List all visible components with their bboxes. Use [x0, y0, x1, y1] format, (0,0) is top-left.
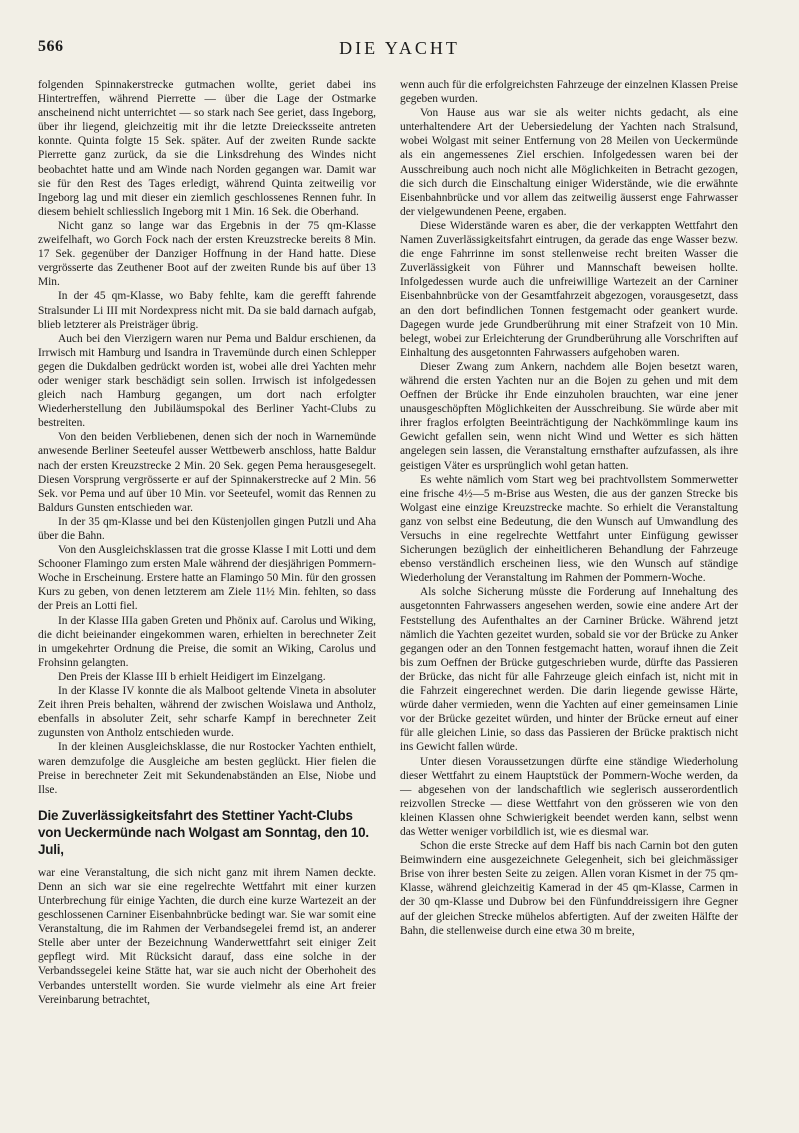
- paragraph: Auch bei den Vierzigern waren nur Pema und Baldur erschienen, da Irrwisch mit Hamburg und Isandra in Travemünde durch einen Schlepper gegen die Dukdalben gedrückt worden ist, wobei alle drei Yachten mehr oder weniger stark beschädigt sein sollen. Irrwisch ist infolgedessen gleich nach Hamburg gegangen, um dort nach erfolgter Wiederherstellung den Jubiläumspokal des Berliner Yacht-Clubs zu bestreiten.: [38, 332, 376, 430]
- paragraph: In der Klasse IIIa gaben Greten und Phönix auf. Carolus und Wiking, die dicht beieinander eingekommen waren, erhielten in berechneter Zeit in umgekehrter Ordnung die Preise, die somit an Wiking, Carolus und Frohsinn gelangten.: [38, 614, 376, 669]
- paragraph: Es wehte nämlich vom Start weg bei prachtvollstem Sommerwetter eine frische 4½—5 m-Brise aus Westen, die aus der ganzen Strecke bis Wolgast eine einzige Kreuzstrecke machte. So erhielt die Veranstaltung ganz von selbst eine Bedeutung, die den Wunsch auf Umwandlung des Versuchs in eine regelrechte Wettfahrt unter Einfügung gewisser Sicherungen bezüglich der einheitlicheren Behandlung der Fahrzeuge ebenso verständlich erscheinen liess, wie den Wunsch auf ständige Wiederholung der Veranstaltung im Rahmen der Pommern-Woche.: [400, 473, 738, 585]
- paragraph: In der Klasse IV konnte die als Malboot geltende Vineta in absoluter Zeit ihren Preis behalten, während der zwischen Woislawa und Antholz, ebenfalls in absoluter Zeit, sehr scharfe Kampf in berechneter Zeit zugunsten von Antholz entschieden wurde.: [38, 685, 376, 740]
- paragraph: Den Preis der Klasse III b erhielt Heidigert im Einzelgang.: [58, 670, 326, 683]
- paragraph: In der 45 qm-Klasse, wo Baby fehlte, kam die gerefft fahrende Stralsunder Li III mit Nordexpress nicht mit. Da sie bald darnach aufgab, blieb letzterer als Preisträger übrig.: [38, 290, 376, 331]
- paragraph: war eine Veranstaltung, die sich nicht ganz mit ihrem Namen deckte. Denn an sich war sie eine regelrechte Wettfahrt mit einer kurzen Unterbrechung für einige Yachten, die durch eine kurze Wartezeit an der geschlossenen Carniner Eisenbahnbrücke bedingt war. Sie war somit eine Veranstaltung, die im Rahmen der Verbandsegelei fremd ist, an anderer Stelle aber unter der Bezeichnung Wanderwettfahrt seit einiger Zeit gepflegt wird. Mit Rücksicht darauf, dass eine solche in der Verbandssegelei keine Stätte hat, war sie auch nicht der Oberhoheit des Verbandes unterstellt worden. Sie wurde vielmehr als eine Art freier Vereinbarung betrachtet,: [38, 866, 376, 1006]
- paragraph: Nicht ganz so lange war das Ergebnis in der 75 qm-Klasse zweifelhaft, wo Gorch Fock nach der ersten Kreuzstrecke bereits 8 Min. 17 Sek. gegenüber der Danziger Hoffnung in der Hand hatte. Diese vergrösserte das Zeuthener Boot auf der zweiten Runde bis auf über 13 Min.: [38, 219, 376, 289]
- paragraph: folgenden Spinnakerstrecke gutmachen wollte, geriet dabei ins Hintertreffen, während Pierrette — über die Lage der Ostmarke anscheinend nicht unterrichtet — so stark nach See geriet, dass Ingeborg, über ihr liegend, gleichzeitig mit ihr die letzte Dreiecksseite antreten konnte. Quinta folgte 15 Sek. später. Auf der zweiten Runde sackte Pierrette ganz zurück, da sie die Linksdrehung des Windes nicht beobachtet hatte und am Winde nach Norden gegangen war. Damit war sie für den Rest des Tages erledigt, während Quinta zeitweilig vor Ingeborg lag und mit dieser ein ziemlich geschlossenes Rennen fuhr. In diesem behielt schliesslich Ingeborg mit 1 Min. 16 Sek. die Oberhand.: [38, 79, 376, 218]
- paragraph: In der 35 qm-Klasse und bei den Küstenjollen gingen Putzli und Aha über die Bahn.: [38, 515, 376, 542]
- paragraph: Unter diesen Voraussetzungen dürfte eine ständige Wiederholung dieser Wettfahrt zu einem Hauptstück der Pommern-Woche werden, da — abgesehen von der landschaftlich wie seglerisch ausserordentlich reizvollen Strecke — diese Wettfahrt von den grösseren wie von den kleinen Klassen ohne Schwierigkeit beendet werden kann, selbst wenn das Wetter weniger vorbildlich ist, wie es diesmal war.: [400, 755, 738, 838]
- article-heading: Die Zuverlässigkeitsfahrt des Stettiner Yacht-Clubs von Ueckermünde nach Wolgast am Sonntag, den 10. Juli,: [38, 807, 369, 857]
- left-column: [38, 78, 376, 1007]
- paragraph: Schon die erste Strecke auf dem Haff bis nach Carnin bot den guten Beimwindern eine ausgezeichnete Gelegenheit, sich bei gleichmässiger Brise von ihrer besten Seite zu zeigen. Allen voran Kismet in der 75 qm-Klasse, während gleichzeitig Kamerad in der 45 qm-Klasse, Carmen in der 30 qm-Klasse und Dubrow bei den Fünfunddreissigern ihre Gegner auf der gleichen Strecke mühelos abfertigten. Auf der zweiten Hälfte der Bahn, die stellenweise durch eine etwa 30 m breite,: [400, 840, 738, 937]
- paragraph: Dieser Zwang zum Ankern, nachdem alle Bojen besetzt waren, während die ersten Yachten nur an die Bojen zu gehen und mit dem Oeffnen der Brücke ihr Ende einzuholen brauchten, war eine jener unausgeschöpften Möglichkeiten der Ausschreibung. Sie würde aber mit ihrer fraglos erfolgten Beeinträchtigung der Nachkömmlinge kaum ins Gewicht gefallen sein, wenn nicht Wind und Wetter es sich hätten angelegen sein lassen, die Veranstaltung ernsthafter aufzufassen, als ihre geistigen Väter es ursprünglich wohl getan hatten.: [400, 360, 738, 472]
- left-paragraphs-before: [38, 78, 376, 797]
- right-column: [400, 78, 738, 938]
- running-title: DIE YACHT: [339, 38, 460, 58]
- paragraph: Von den beiden Verbliebenen, denen sich der noch in Warnemünde anwesende Berliner Seeteufel ausser Wettbewerb anschloss, hatte Baldur nach der ersten Kreuzstrecke 2 Min. 20 Sek. gegen Pema herausgesegelt. Diesen Vorsprung vergrösserte er auf der Spinnakerstrecke auf 2 Min. 56 Sek. vor Pema und auf über 10 Min. vor Seeteufel, womit das Rennen zu Baldurs Gunsten entschieden war.: [38, 431, 376, 514]
- paragraph: In der kleinen Ausgleichsklasse, die nur Rostocker Yachten enthielt, waren demzufolge die Ausgleiche am besten geglückt. Hier fielen die Preise in berechneter Zeit mit Sekundenabständen an Else, Niobe und Ilse.: [38, 741, 376, 796]
- paragraph: Als solche Sicherung müsste die Forderung auf Innehaltung des ausgetonnten Fahrwassers angesehen werden, sowie eine andere Art der Feststellung des Aufenthaltes an der Carniner Brücke. Während jetzt nämlich die Yachten gezeitet wurden, sobald sie vor der Brücke zu Anker gegangen oder an den Tonnen festgemacht hatten, worauf ihnen die Zeit bis zum Oeffnen der Brücke gutgeschrieben wurde, dürfte das Passieren der Brücke, das nicht für alle Fahrzeuge gleich einfach ist, nicht mit in die Fahrzeit eingerechnet werden. Die darin liegende gewisse Härte, würde daher vermieden, wenn die Yachten auf einer gemeinsamen Linie vor der Brücke gezeitet würden, und hinter der Brücke erneut auf einer für alle gleichen Linie, so dass das Passieren der Brücke praktisch nicht ins Gewicht fallen würde.: [400, 586, 738, 754]
- paragraph: Diese Widerstände waren es aber, die der verkappten Wettfahrt den Namen Zuverlässigkeitsfahrt eintrugen, da gerade das enge Wasser bezw. die enge Fahrrinne im sonst stellenweise recht breiten Wasser die Zuverlässigkeit von Führer und Mannschaft beweisen hollte. Infolgedessen wurde auch die unfreiwillige Wartezeit an der Carniner Eisenbahnbrücke von der Gesamtfahrzeit abgezogen, vorausgesetzt, dass an den dort befindlichen Tonnen festgemacht oder geankert wurde. Dagegen wurde jede Grundberührung mit einer Strafzeit von 10 Min. belegt, wobei zur Erleichterung der Grundberührung alle Vorschriften auf Einhaltung des ausgetonnten Fahrwassers aufgehoben waren.: [400, 219, 738, 359]
- paragraph: Von den Ausgleichsklassen trat die grosse Klasse I mit Lotti und dem Schooner Flamingo zum ersten Male während der diesjährigen Pommern-Woche in Erscheinung. Erstere hatte an Flamingo 50 Min. für den grossen Kurs zu geben, von denen letzterem am Ziele 11½ Min. fehlten, so dass der Preis an Lotti fiel.: [38, 544, 376, 613]
- page-number: 566: [38, 38, 64, 55]
- paragraph: Von Hause aus war sie als weiter nichts gedacht, als eine unterhaltendere Art der Uebersiedelung der Yachten nach Stralsund, wobei Wolgast mit seiner Entfernung von 28 Meilen von Ueckermünde als ein angemessenes Ziel erschien. Infolgedessen waren bei der Ausschreibung auch noch nicht alle Möglichkeiten in Betracht gezogen, die sich durch die Einschaltung einiger Widerstände, wie die erwähnte Eisenbahnbrücke und vor allem das zeitweilig äusserst enge Fahrwasser der vielgewundenen Peene, ergaben.: [400, 107, 738, 218]
- paragraph: wenn auch für die erfolgreichsten Fahrzeuge der einzelnen Klassen Preise gegeben wurden.: [400, 79, 738, 106]
